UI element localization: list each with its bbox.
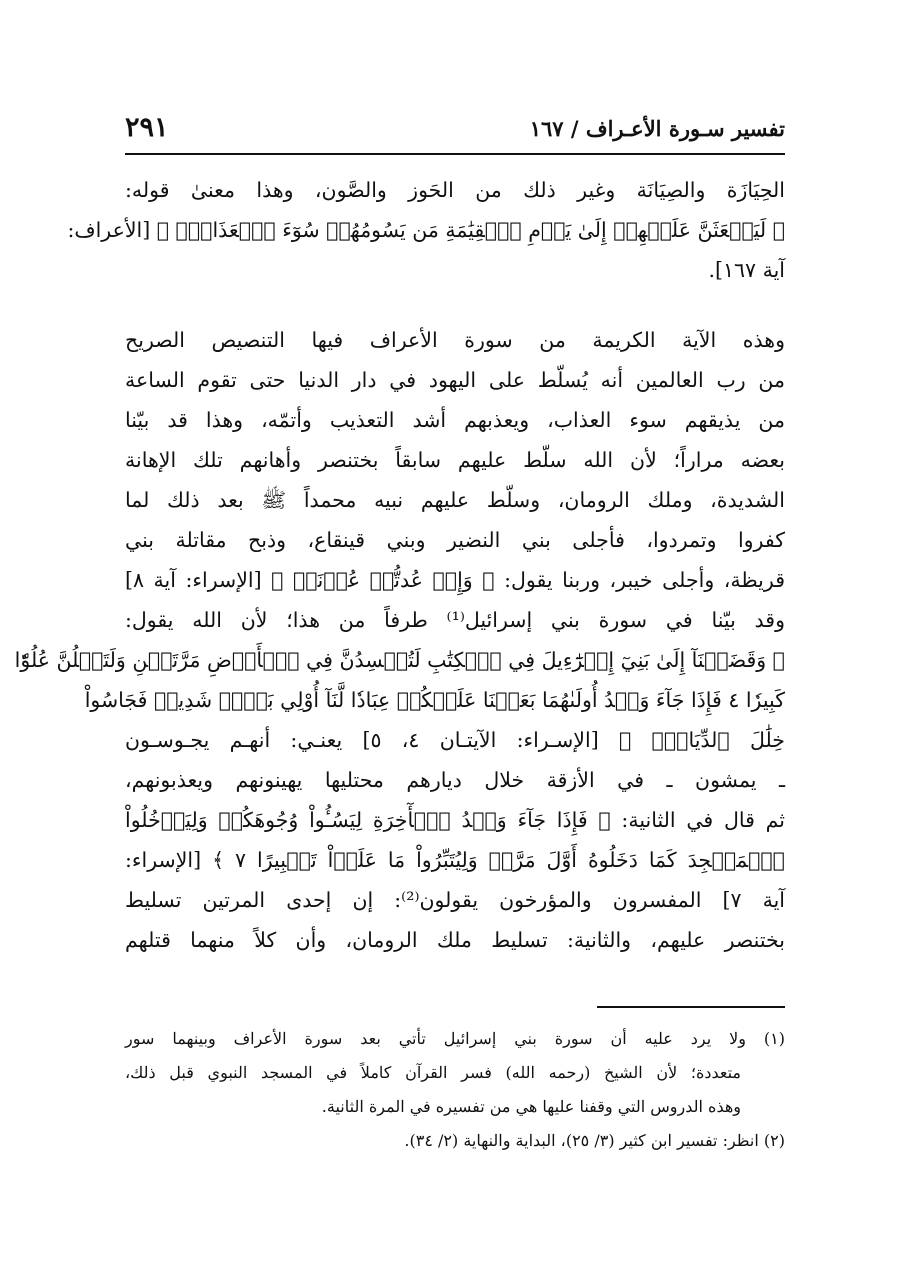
quran-verse-line: خِلَٰلَ ٱلدِّيَارِۚ ﴾ [الإسـراء: الآيتـان ٤، ٥] يعنـي: أنهـم يجـوسـون — [125, 728, 785, 752]
running-title: تفسير سـورة الأعـراف / ١٦٧ — [529, 116, 785, 141]
quran-verse-line: ﴿ لَيَبۡعَثَنَّ عَلَيۡهِمۡ إِلَىٰ يَوۡمِ ٱلۡقِيَٰمَةِ مَن يَسُومُهُمۡ سُوٓءَ ٱلۡعَذَابِۗ ﴾ [الأعراف: — [67, 218, 785, 242]
text-line: من يذيقهم سوء العذاب، ويعذبهم أشد التعذيب وأتمّه، وهذا قد بيّنا — [125, 408, 785, 432]
footnote-1-continuation: وهذه الدروس التي وقفنا عليها هي من تفسيره في المرة الثانية. — [321, 1097, 741, 1116]
footnotes — [125, 1022, 785, 1158]
text-line: بختنصر عليهم، والثانية: تسليط ملك الرومان، وأن كلاً منهما قتلهم — [125, 928, 785, 952]
quran-verse-line: ٱلۡمَسۡجِدَ كَمَا دَخَلُوهُ أَوَّلَ مَرَّةٖ وَلِيُتَبِّرُواْ مَا عَلَوۡاْ تَتۡبِيرًا ٧ ﴾ [الإسراء: — [125, 848, 785, 872]
quran-verse-line: ثم قال في الثانية: ﴿ فَإِذَا جَآءَ وَعۡدُ ٱلۡأٓخِرَةِ لِيَسُـُٔواْ وُجُوهَكُمۡ وَلِيَدۡخُلُواْ — [125, 808, 785, 832]
footnote-2: (٢) انظر: تفسير ابن كثير (٣/ ٢٥)، البداية والنهاية (٢/ ٣٤). — [404, 1131, 785, 1150]
text-line: كفروا وتمردوا، فأجلى بني النضير وبني قينقاع، وذبح مقاتلة بني — [125, 528, 785, 552]
header-rule — [125, 153, 785, 155]
text-line: الشديدة، وملك الرومان، وسلّط عليهم نبيه محمداً ﷺ بعد ذلك لما — [125, 488, 785, 512]
body-text — [14, 170, 786, 960]
text-line: الحِيَازَة والصِيَانَة وغير ذلك من الحَوز والصَّون، وهذا معنىٰ قوله: — [125, 178, 785, 202]
page-header — [125, 112, 785, 152]
text-line: آية ٧] المفسرون والمؤرخون يقولون⁽²⁾: إن إحدى المرتين تسليط — [125, 888, 785, 912]
text-line: ـ يمشون ـ في الأزقة خلال ديارهم محتليها يهينونهم ويعذبونهم، — [125, 768, 785, 792]
page-number: ٢٩١ — [125, 112, 169, 143]
text-line: قريظة، وأجلى خيبر، وربنا يقول: ﴿ وَإِنۡ عُدتُّمۡ عُدۡنَاۚ ﴾ [الإسراء: آية ٨] — [125, 568, 785, 592]
text-line: آية ١٦٧]. — [708, 258, 785, 282]
text-line: بعضه مراراً؛ لأن الله سلّط عليهم سابقاً بختنصر وأهانهم تلك الإهانة — [125, 448, 785, 472]
footnote-rule — [597, 1006, 785, 1008]
paragraph-start-line: وهذه الآية الكريمة من سورة الأعراف فيها التنصيص الصريح — [125, 328, 785, 352]
text-line: وقد بيّنا في سورة بني إسرائيل⁽¹⁾ طرفاً من هذا؛ لأن الله يقول: — [125, 608, 786, 632]
footnote-1: (١) ولا يرد عليه أن سورة بني إسرائيل تأتي بعد سورة الأعراف وبينهما سور — [125, 1029, 785, 1048]
quran-verse-line: ﴿ وَقَضَيۡنَآ إِلَىٰ بَنِيٓ إِسۡرَٰٓءِيلَ فِي ٱلۡكِتَٰبِ لَتُفۡسِدُنَّ فِي ٱلۡأَرۡضِ مَرَّتَيۡنِ وَلَتَعۡلُنَّ عُلُوّٗا — [14, 648, 785, 672]
quran-verse-line: كَبِيرٗا ٤ فَإِذَا جَآءَ وَعۡدُ أُولَىٰهُمَا بَعَثۡنَا عَلَيۡكُمۡ عِبَادٗا لَّنَآ أُوْلِي بَأۡسٖ شَدِيدٖ فَجَاسُواْ — [84, 688, 785, 712]
footnote-1-continuation: متعددة؛ لأن الشيخ (رحمه الله) فسر القرآن كاملاً في المسجد النبوي قبل ذلك، — [125, 1063, 741, 1082]
text-line: من رب العالمين أنه يُسلّط على اليهود في دار الدنيا حتى تقوم الساعة — [125, 368, 785, 392]
